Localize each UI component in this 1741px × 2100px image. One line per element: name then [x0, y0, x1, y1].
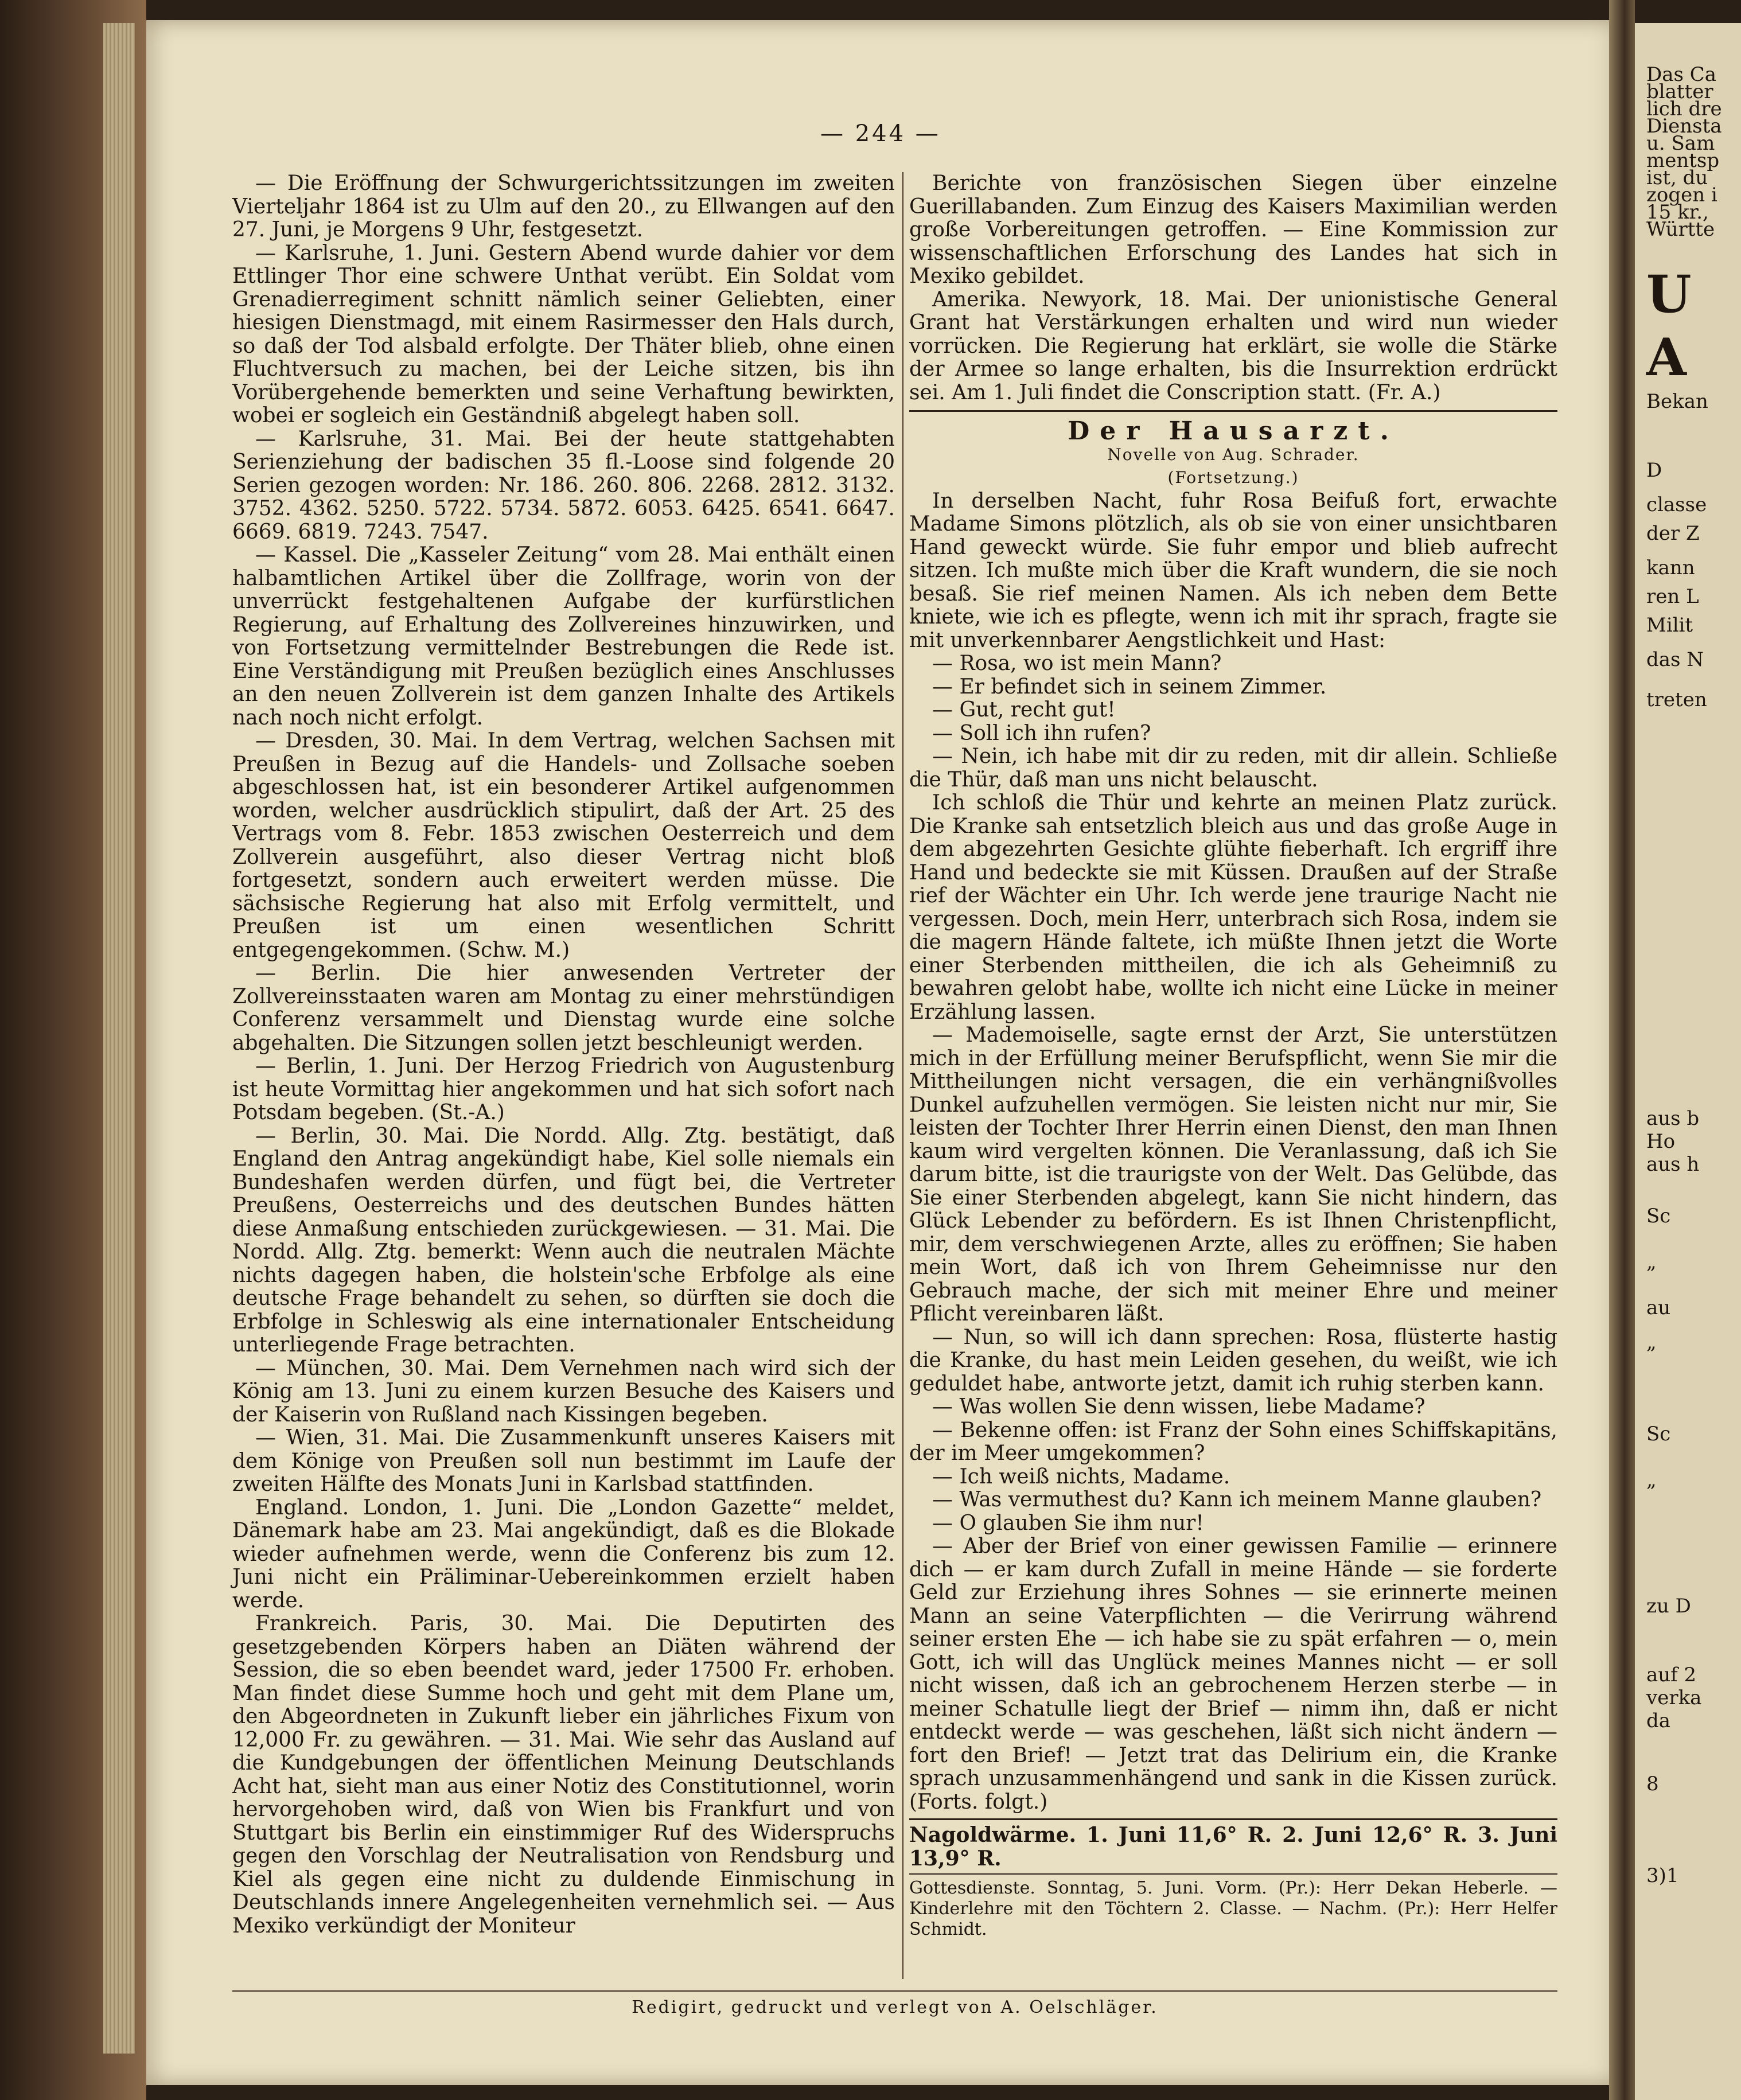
column-divider [902, 172, 903, 1979]
adjacent-page-fragment: zogen i [1646, 184, 1717, 207]
adjacent-page-fragment: Bekan [1646, 390, 1708, 413]
adjacent-page-fragment: Sc [1646, 1205, 1671, 1228]
adjacent-page-fragment: lich dre [1646, 98, 1722, 120]
novel-paragraph: — O glauben Sie ihm nur! [932, 1511, 1204, 1535]
adjacent-page-fragment: Diensta [1646, 115, 1722, 138]
novel-paragraph: — Was wollen Sie denn wissen, liebe Madame? [932, 1395, 1425, 1419]
adjacent-page-fragment: 3)1 [1646, 1864, 1679, 1887]
adjacent-page-fragment: auf 2 [1646, 1663, 1697, 1686]
novel-paragraph: — Bekenne offen: ist Franz der Sohn eines Schiffskapitäns, der im Meer umgekommen? [909, 1418, 1557, 1465]
adjacent-page-fragment: zu D [1646, 1595, 1691, 1618]
novel-paragraph: — Ich weiß nichts, Madame. [932, 1464, 1230, 1489]
right-column [909, 172, 1557, 1940]
novel-paragraph: — Rosa, wo ist mein Mann? [932, 652, 1222, 675]
page-edges [103, 23, 135, 2054]
adjacent-page-fragment: A [1646, 327, 1687, 388]
adjacent-page-fragment: 8 [1646, 1772, 1659, 1795]
news-paragraph: England. London, 1. Juni. Die „London Gazette“ meldet, Dänemark habe am 23. Mai angekündigt, daß es die Blokade wieder aufnehmen werde, wenn die Conferenz bis zum 12. Juni nicht ein Präliminar-Uebereinkommen erzielt haben werde. [232, 1495, 895, 1612]
adjacent-page-fragment: classe [1646, 493, 1707, 516]
adjacent-page-fragment: der Z [1646, 522, 1700, 545]
news-paragraph: — Berlin. Die hier anwesenden Vertreter der Zollvereinsstaaten waren am Montag zu einer mehrstündigen Conferenz versammelt und Dienstag wurde eine solche abgehalten. Die Sitzungen sollen jetzt beschleunigt werden. [232, 961, 895, 1055]
news-paragraph: — Berlin, 1. Juni. Der Herzog Friedrich von Augustenburg ist heute Vormittag hier angekommen und hat sich sofort nach Potsdam begeben. (St.-A.) [232, 1054, 895, 1124]
adjacent-page-fragment: da [1646, 1709, 1671, 1732]
adjacent-page-fragment: D [1646, 459, 1662, 482]
adjacent-page-fragment: ren L [1646, 585, 1699, 608]
section-rule [909, 1873, 1557, 1875]
adjacent-page-fragment: U [1646, 264, 1692, 325]
imprint: Redigirt, gedruckt und verlegt von A. Oelschläger. [632, 1997, 1158, 2017]
book-binding [0, 0, 146, 2100]
adjacent-page-fragment: das N [1646, 648, 1704, 671]
section-rule [909, 410, 1557, 412]
novel-paragraph: — Soll ich ihn rufen? [932, 721, 1151, 745]
adjacent-page-fragment: aus h [1646, 1153, 1700, 1176]
adjacent-page-fragment: au [1646, 1296, 1671, 1319]
news-paragraph: — Dresden, 30. Mai. In dem Vertrag, welchen Sachsen mit Preußen in Bezug auf die Handels- und Zollsache soeben abgeschlossen hat, ist ein besonderer Artikel aufgenommen worden, welcher ausdrücklich stipulirt, daß der Art. 25 des Vertrags vom 8. Febr. 1853 zwischen Oesterreich und dem Zollverein ausgeführt, also dieser Vertrag nicht bloß fortgesetzt, sondern auch erweitert werden müsse. Die sächsische Regierung hat also mit Erfolg vermittelt, und Preußen ist um einen wesentlichen Schritt entgegengekommen. (Schw. M.) [232, 729, 895, 962]
adjacent-page-fragment: u. Sam [1646, 132, 1715, 155]
adjacent-page-fragment: ist, du [1646, 166, 1708, 189]
adjacent-page-fragment: Milit [1646, 614, 1693, 637]
adjacent-page-fragment: treten [1646, 688, 1707, 711]
section-rule [909, 1818, 1557, 1820]
novel-paragraph: — Er befindet sich in seinem Zimmer. [932, 675, 1327, 699]
novel-paragraph: — Was vermuthest du? Kann ich meinem Manne glauben? [932, 1488, 1542, 1511]
news-paragraph: Amerika. Newyork, 18. Mai. Der unionistische General Grant hat Verstärkungen erhalten und wird nun wieder vorrücken. Die Regierung hat erklärt, sie wolle die Stärke der Armee so lange erhalten, bis die Insurrektion erdrückt sei. Am 1. Juli findet die Conscription statt. (Fr. A.) [909, 287, 1557, 404]
novel-paragraph: — Mademoiselle, sagte ernst der Arzt, Sie unterstützen mich in der Erfüllung meiner Berufspflicht, wenn Sie mir die Mittheilungen nicht versagen, die ein verhängnißvolles Dunkel aufzuhellen vermögen. Sie leisten nicht nur mir, Sie leisten der Tochter Ihrer Herrin einen Dienst, den man Ihnen kaum wird vergelten können. Die Veranlassung, daß ich Sie darum bitte, ist die traurigste von der Welt. Das Gelübde, das Sie einer Sterbenden abgelegt, kann Sie nicht hindern, das Glück Lebender zu befördern. Es ist Ihnen Christenpflicht, mir, dem verschwiegenen Arzte, alles zu eröffnen; Sie haben mein Wort, daß ich von Ihrem Geheimnisse nur den Gebrauch mache, der sich mit meiner Ehre und meiner Pflicht vereinbaren läßt. [909, 1023, 1557, 1326]
adjacent-page-fragment: Das Ca [1646, 63, 1717, 86]
news-paragraph: — München, 30. Mai. Dem Vernehmen nach wird sich der König am 13. Juni zu einem kurzen Besuche des Kaisers und der Kaiserin von Rußland nach Kissingen begeben. [232, 1356, 895, 1427]
adjacent-page-fragment: „ [1646, 1468, 1657, 1491]
weather-report: Nagoldwärme. 1. Juni 11,6° R. 2. Juni 12,6° R. 3. Juni 13,9° R. [909, 1823, 1557, 1871]
news-paragraph: — Karlsruhe, 1. Juni. Gestern Abend wurde dahier vor dem Ettlinger Thor eine schwere Unthat verübt. Ein Soldat vom Grenadierregiment schnitt nämlich seiner Geliebten, einer hiesigen Dienstmagd, mit einem Rasirmesser den Hals durch, so daß der Tod alsbald erfolgte. Der Thäter blieb, ohne einen Fluchtversuch zu machen, bei der Leiche sitzen, bis ihn Vorübergehende bemerkten und seine Verhaftung bewirkten, wobei er sogleich ein Geständniß abgelegt haben soll. [232, 241, 895, 427]
novel-paragraph: — Gut, recht gut! [932, 698, 1116, 722]
novel-paragraph: — Nun, so will ich dann sprechen: Rosa, flüsterte hastig die Kranke, du hast mein Leiden gesehen, du weißt, wie ich geduldet habe, antworte jetzt, damit ich ruhig sterben kann. [909, 1325, 1557, 1396]
novel-paragraph: In derselben Nacht, fuhr Rosa Beifuß fort, erwachte Madame Simons plötzlich, als ob sie von einer unsichtbaren Hand geweckt würde. Sie fuhr empor und blieb aufrecht sitzen. Ich mußte mich über die Kraft wundern, die sie noch besaß. Sie rief meinen Namen. Als ich neben dem Bette kniete, wie ich es pflegte, wenn ich mit ihr sprach, fragte sie mit unverkennbarer Aengstlichkeit und Hast: [909, 489, 1557, 652]
novel-text [909, 490, 1557, 1814]
novel-paragraph: Ich schloß die Thür und kehrte an meinen Platz zurück. Die Kranke sah entsetzlich bleich aus und das große Auge in dem abgezehrten Gesichte glühte fieberhaft. Ich ergriff ihre Hand und bedeckte sie mit Küssen. Draußen auf der Straße rief der Wächter ein Uhr. Ich werde jene traurige Nacht nie vergessen. Doch, mein Herr, unterbrach sich Rosa, indem sie die magern Hände faltete, ich müßte Ihnen jetzt die Worte einer Sterbenden mittheilen, die ich als Geheimniß zu bewahren gelobt habe, wollte ich nicht eine Lücke in meiner Erzählung lassen. [909, 791, 1557, 1024]
adjacent-page-fragment: verka [1646, 1686, 1702, 1709]
imprint-rule [232, 1990, 1557, 1992]
news-paragraph: Berichte von französischen Siegen über einzelne Guerillabanden. Zum Einzug des Kaisers Maximilian werden große Vorbereitungen getroffen. — Eine Kommission zur wissenschaftlichen Erforschung des Landes hat sich in Mexiko gebildet. [909, 172, 1557, 288]
adjacent-page-fragment: Sc [1646, 1423, 1671, 1446]
book-gutter [1609, 0, 1635, 2100]
adjacent-page-fragment: Württe [1646, 218, 1715, 241]
church-services: Gottesdienste. Sonntag, 5. Juni. Vorm. (Pr.): Herr Dekan Heberle. — Kinderlehre mit den Töchtern 2. Classe. — Nachm. (Pr.): Herr Helfer Schmidt. [909, 1878, 1557, 1939]
adjacent-page-fragment: kann [1646, 556, 1695, 579]
news-paragraph: — Karlsruhe, 31. Mai. Bei der heute stattgehabten Serienziehung der badischen 35 fl.-Loose sind folgende 20 Serien gezogen worden: Nr. 186. 260. 806. 2268. 2812. 3132. 3752. 4362. 5250. 5722. 5734. 5872. 6053. 6425. 6541. 6647. 6669. 6819. 7243. 7547. [232, 427, 895, 544]
adjacent-page-fragment: „ [1646, 1250, 1657, 1273]
novel-note: (Fortsetzung.) [1167, 468, 1299, 487]
adjacent-page [1635, 23, 1741, 2100]
novel-paragraph: — Aber der Brief von einer gewissen Familie — erinnere dich — er kam durch Zufall in meine Hände — sie forderte Geld zur Erziehung ihres Sohnes — sie erinnerte meinen Mann an seine Vaterpflichten — die Verirrung während seiner ersten Ehe — ich habe sie zu spät erfahren — o, mein Gott, ich will das Unglück meines Mannes nicht — er soll nicht wissen, daß ich an gebrochenem Herzen sterbe — in meiner Schatulle liegt der Brief — nimm ihn, daß er nicht entdeckt werde — was geschehen, läßt sich nicht ändern — fort den Brief! — Jetzt trat das Delirium ein, die Kranke sprach unzusammenhängend und sank in die Kissen zurück. (Forts. folgt.) [909, 1534, 1557, 1814]
novel-title: Der Hausarzt. [1068, 416, 1399, 446]
novel-subtitle: Novelle von Aug. Schrader. [1107, 445, 1360, 464]
news-paragraph: — Die Eröffnung der Schwurgerichtssitzungen im zweiten Vierteljahr 1864 ist zu Ulm auf den 20., zu Ellwangen auf den 27. Juni, je Morgens 9 Uhr, festgesetzt. [232, 172, 895, 241]
adjacent-page-fragment: mentsp [1646, 149, 1720, 172]
news-paragraph: Frankreich. Paris, 30. Mai. Die Deputirten des gesetzgebenden Körpers haben an Diäten während der Session, die so eben beendet ward, jeder 17500 Fr. erhoben. Man findet diese Summe hoch und geht mit dem Plane um, den Abgeordneten in Zukunft lieber ein jährliches Fixum von 12,000 Fr. zu gewähren. — 31. Mai. Wie sehr das Ausland auf die Kundgebungen der öffentlichen Meinung Deutschlands Acht hat, sieht man aus einer Notiz des Constitutionnel, worin hervorgehoben wird, daß von Wien bis Frankfurt und von Stuttgart bis Berlin ein einstimmiger Ruf des Widerspruchs gegen den Vorschlag der Neutralisation von Rendsburg und Kiel als gegen eine nicht zu duldende Einmischung in Deutschlands innere Angelegenheiten vernehmlich sei. — Aus Mexiko verkündigt der Moniteur [232, 1612, 895, 1938]
left-column [232, 172, 895, 1938]
news-paragraph: — Kassel. Die „Kasseler Zeitung“ vom 28. Mai enthält einen halbamtlichen Artikel über die Zollfrage, worin von der unverrückt festgehaltenen Aufgabe der kurfürstlichen Regierung, auf Erhaltung des Zollvereines hinzuwirken, und von Fortsetzung vermittelnder Bestrebungen die Rede ist. Eine Verständigung mit Preußen bezüglich eines Anschlusses an den neuen Zollverein ist dem ganzen Inhalte des Artikels nach noch nicht erfolgt. [232, 543, 895, 730]
adjacent-page-fragment: „ [1646, 1331, 1657, 1354]
news-paragraph: — Wien, 31. Mai. Die Zusammenkunft unseres Kaisers mit dem Könige von Preußen soll nun bestimmt im Laufe der zweiten Hälfte des Monats Juni in Karlsbad stattfinden. [232, 1426, 895, 1496]
news-paragraph: — Berlin, 30. Mai. Die Nordd. Allg. Ztg. bestätigt, daß England den Antrag angekündigt habe, Kiel solle niemals ein Bundeshafen werden dürfen, und fügt bei, die Vertreter Preußens, Oesterreichs und des deutschen Bundes hätten diese Anmaßung entschieden zurückgewiesen. — 31. Mai. Die Nordd. Allg. Ztg. bemerkt: Wenn auch die neutralen Mächte nichts dagegen haben, die holstein'sche Erbfolge als eine deutsche Frage behandelt zu sehen, so dürften sie doch die Erbfolge in Schleswig als eine internationaler Entscheidung unterliegende Frage betrachten. [232, 1124, 895, 1357]
page-number: — 244 — [820, 120, 941, 147]
adjacent-page-fragment: 15 kr., [1646, 201, 1709, 224]
adjacent-page-fragment: Ho [1646, 1130, 1676, 1153]
adjacent-page-fragment: aus b [1646, 1107, 1700, 1130]
adjacent-page-fragment: blatter [1646, 80, 1713, 103]
news-continuation [909, 172, 1557, 404]
novel-paragraph: — Nein, ich habe mit dir zu reden, mit dir allein. Schließe die Thür, daß man uns nicht belauscht. [909, 745, 1557, 792]
